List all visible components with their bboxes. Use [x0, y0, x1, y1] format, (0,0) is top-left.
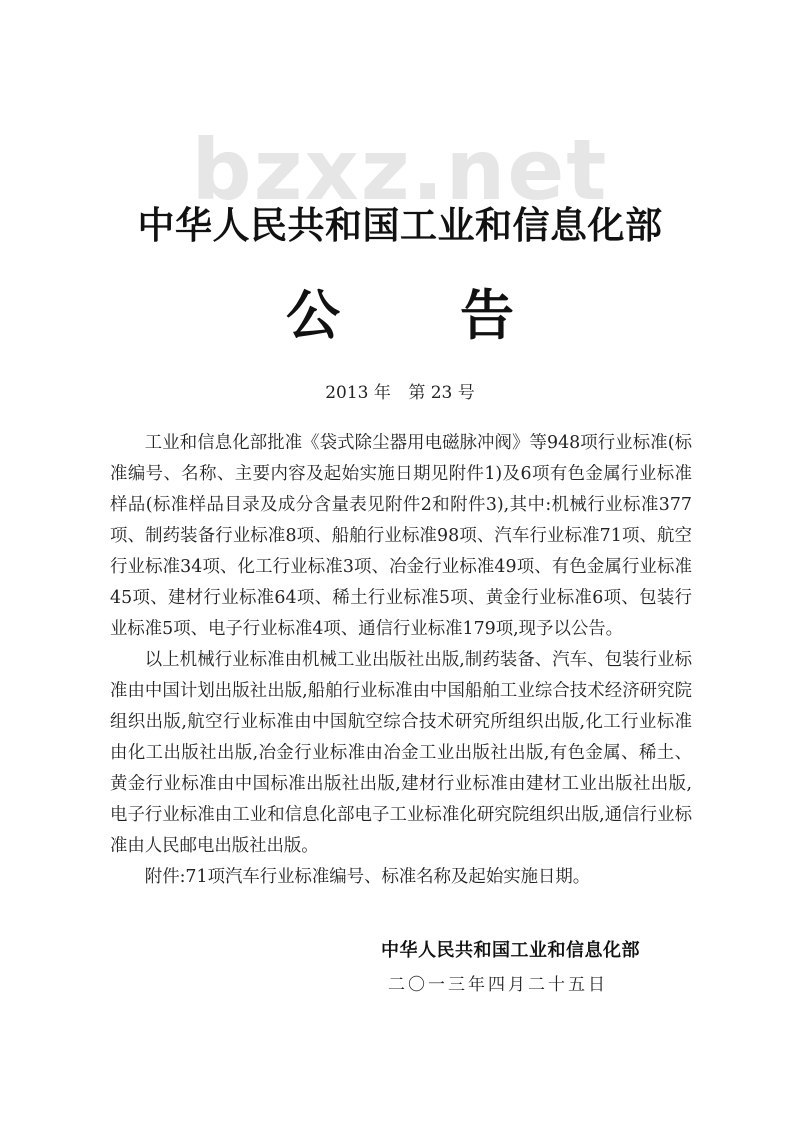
doc-number	[0, 378, 800, 403]
doc-type-heading	[0, 283, 800, 347]
doc-type-char-1: 公	[286, 283, 340, 347]
doc-year: 2013 年	[325, 383, 391, 403]
doc-type-char-2: 告	[460, 283, 514, 347]
signature-date: 二〇一三年四月二十五日	[388, 975, 608, 995]
body-paragraph-1: 工业和信息化部批准《袋式除尘器用电磁脉冲阀》等948项行业标准(标准编号、名称、主要内容及起始实施日期见附件1)及6项有色金属行业标准样品(标准样品目录及成分含量表见附件2和附件3),其中:机械行业标准377项、制药装备行业标准8项、船舶行业标准98项、汽车行业标准71项、航空行业标准34项、化工行业标准3项、冶金行业标准49项、有色金属行业标准45项、建材行业标准64项、稀土行业标准5项、黄金行业标准6项、包装行业标准5项、电子行业标准4项、通信行业标准179项,现予以公告。	[110, 433, 692, 639]
watermark: bzxz.net	[191, 121, 609, 219]
body-paragraph-3: 附件:71项汽车行业标准编号、标准名称及起始实施日期。	[144, 867, 591, 887]
body-paragraph-2: 以上机械行业标准由机械工业出版社出版,制药装备、汽车、包装行业标准由中国计划出版社出版,船舶行业标准由中国船舶工业综合技术经济研究院组织出版,航空行业标准由中国航空综合技术研究所组织出版,化工行业标准由化工出版社出版,冶金行业标准由冶金工业出版社出版,有色金属、稀土、黄金行业标准由中国标准出版社出版,建材行业标准由建材工业出版社出版,电子行业标准由工业和信息化部电子工业标准化研究院组织出版,通信行业标准由人民邮电出版社出版。	[110, 650, 692, 856]
announcement-body	[110, 428, 692, 893]
signature-issuer: 中华人民共和国工业和信息化部	[381, 940, 640, 961]
ministry-title: 中华人民共和国工业和信息化部	[137, 203, 663, 247]
doc-issue-number: 第 23 号	[408, 383, 475, 403]
